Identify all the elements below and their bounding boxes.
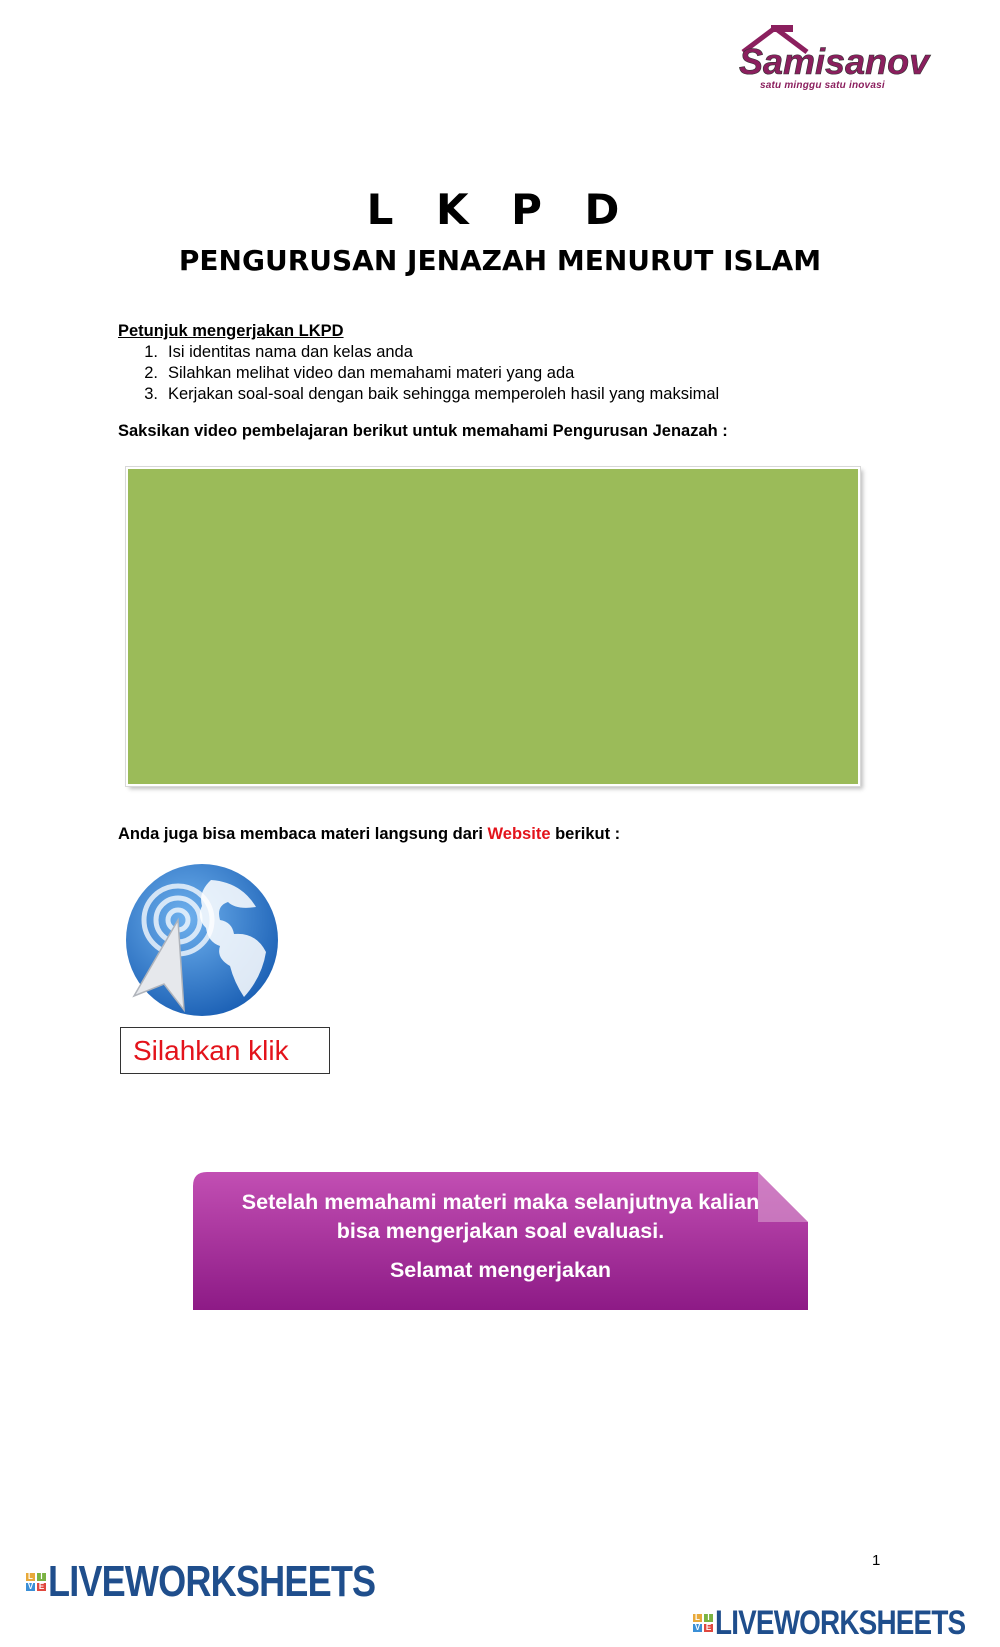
banner-message	[193, 1188, 808, 1246]
item-text: Isi identitas nama dan kelas anda	[168, 343, 413, 361]
item-text: Kerjakan soal-soal dengan baik sehingga memperoleh hasil yang maksimal	[168, 385, 720, 403]
samisanov-logo	[735, 22, 935, 100]
website-link[interactable]: Website	[487, 825, 551, 843]
list-item	[118, 363, 719, 384]
svg-text:Samisanov: Samisanov	[739, 41, 930, 82]
video-embed[interactable]	[126, 467, 860, 786]
liveworksheets-mark-icon	[693, 1614, 713, 1632]
mark-cell: E	[38, 1582, 45, 1591]
item-text: Silahkan melihat video dan memahami materi yang ada	[168, 364, 575, 382]
list-item	[118, 342, 719, 363]
mark-cell: V	[27, 1582, 34, 1591]
mark-cell: I	[37, 1573, 46, 1581]
video-heading: Saksikan video pembelajaran berikut untuk memahami Pengurusan Jenazah :	[118, 422, 728, 440]
banner-line-2: bisa mengerjakan soal evaluasi.	[336, 1219, 665, 1243]
website-line-after: berikut :	[550, 825, 621, 843]
liveworksheets-mark-icon	[26, 1573, 46, 1591]
page-subtitle: PENGURUSAN JENAZAH MENURUT ISLAM	[178, 244, 822, 277]
list-item	[118, 384, 719, 405]
evaluation-banner	[193, 1172, 808, 1310]
liveworksheets-logo	[26, 1557, 447, 1606]
website-line-before: Anda juga bisa membaca materi langsung dari	[118, 825, 488, 843]
mark-cell: V	[694, 1623, 701, 1632]
website-line	[118, 825, 620, 844]
page-title: L K P D	[366, 185, 634, 234]
banner-line-1: Setelah memahami materi maka selanjutnya kalian	[241, 1190, 760, 1214]
item-number: 2.	[144, 364, 158, 382]
globe-cursor-icon[interactable]	[116, 862, 286, 1018]
instructions-heading: Petunjuk mengerjakan LKPD	[118, 322, 344, 340]
liveworksheets-wordmark: LIVEWORKSHEETS	[715, 1603, 966, 1642]
mark-cell: L	[693, 1614, 702, 1622]
samisanov-logo-icon	[735, 22, 935, 82]
mark-cell: I	[704, 1614, 713, 1622]
mark-cell: E	[705, 1623, 712, 1632]
banner-greeting: Selamat mengerjakan	[389, 1258, 612, 1282]
item-number: 1.	[144, 343, 158, 361]
liveworksheets-logo-bottom	[693, 1603, 1000, 1642]
item-number: 3.	[144, 385, 158, 403]
liveworksheets-wordmark: LIVEWORKSHEETS	[48, 1557, 376, 1606]
click-button[interactable]: Silahkan klik	[120, 1027, 330, 1074]
page-number: 1	[872, 1552, 881, 1569]
logo-tagline: satu minggu satu inovasi	[760, 80, 885, 91]
mark-cell: L	[26, 1573, 35, 1581]
instructions-list	[118, 342, 719, 405]
